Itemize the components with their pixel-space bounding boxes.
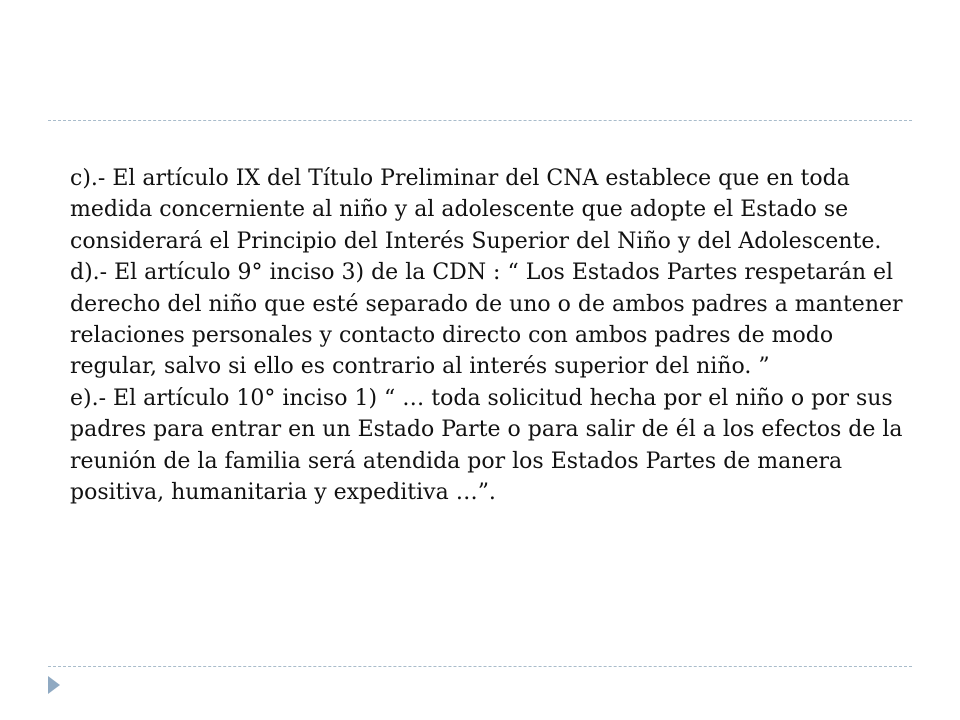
bottom-divider [48,666,912,667]
triangle-bullet-icon [48,676,60,694]
top-divider [48,120,912,121]
paragraph-c: c).- El artículo IX del Título Preliminar del CNA establece que en toda medida concerniente al niño y al adolescente que adopte el Estado se considerará el Principio del Interés Superior del Niño y del Adolescente. [70,166,882,254]
slide-body [70,163,920,508]
paragraph-d: d).- El artículo 9° inciso 3) de la CDN : “ Los Estados Partes respetarán el derecho del niño que esté separado de uno o de ambos padres a mantener relaciones personales y contacto directo con ambos padres de modo regular, salvo si ello es contrario al interés superior del niño. ” [70,260,903,380]
paragraph-e: e).- El artículo 10° inciso 1) “ … toda solicitud hecha por el niño o por sus padres para entrar en un Estado Parte o para salir de él a los efectos de la reunión de la familia será atendida por los Estados Partes de manera positiva, humanitaria y expeditiva …”. [70,385,903,506]
